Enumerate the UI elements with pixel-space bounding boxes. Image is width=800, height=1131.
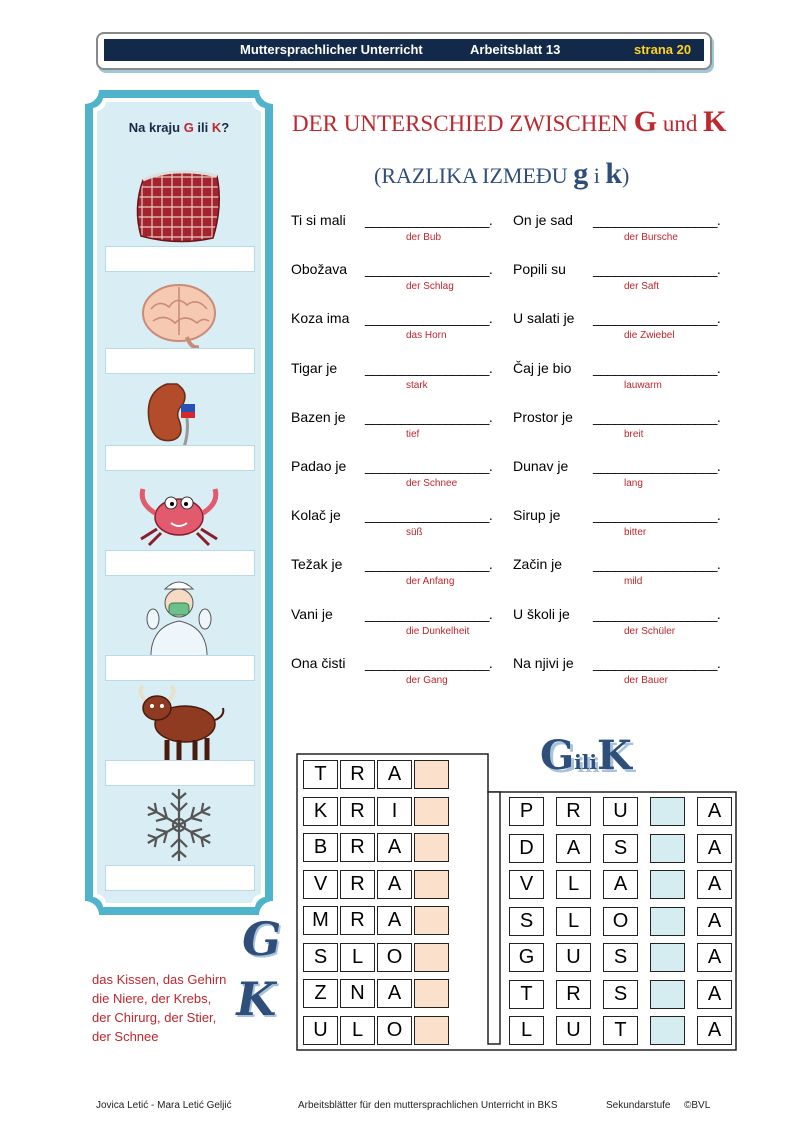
exercise-row — [291, 409, 511, 443]
grid-answer-cell[interactable] — [414, 760, 449, 789]
grid-letter-cell: S — [509, 907, 544, 936]
answer-blank[interactable]: _________________. — [593, 458, 721, 474]
grid-letter-cell: A — [377, 870, 412, 899]
exercise-hint: der Saft — [624, 281, 660, 293]
grid-answer-cell[interactable] — [650, 834, 685, 863]
grid-letter-cell: A — [377, 833, 412, 862]
grid-answer-cell[interactable] — [650, 870, 685, 899]
exercise-hint: der Anfang — [406, 576, 455, 588]
grid-letter-cell: R — [340, 760, 375, 789]
exercise-label: Ti si mali — [291, 212, 346, 228]
header-page-number: strana 20 — [634, 42, 692, 57]
answer-blank[interactable]: _________________. — [593, 654, 721, 671]
exercise-row — [513, 507, 733, 541]
grid-letter-cell: L — [340, 943, 375, 972]
answer-blank[interactable]: _________________. — [593, 310, 721, 327]
grid-letter-cell: R — [340, 870, 375, 899]
answer-box-1[interactable] — [105, 246, 255, 272]
footer-description: Arbeitsblätter für den muttersprachlichen Unterricht in BKS — [298, 1100, 558, 1111]
exercise-hint: stark — [406, 379, 428, 391]
grid-letter-cell: S — [603, 980, 638, 1009]
answer-blank[interactable]: _________________. — [365, 507, 493, 524]
grid-letter-cell: D — [509, 834, 544, 863]
answer-box-5[interactable] — [105, 655, 255, 681]
exercise-row — [513, 310, 733, 344]
exercise-label: Težak je — [291, 556, 343, 573]
grid-letter-cell: L — [556, 907, 591, 936]
exercise-label: Bazen je — [291, 408, 346, 425]
exercise-hint: bitter — [624, 527, 647, 539]
header-sheet: Arbeitsblatt 13 — [470, 42, 561, 57]
grid-letter-cell: A — [697, 870, 732, 899]
grid-letter-cell: S — [603, 834, 638, 863]
exercise-label: Obožava — [291, 261, 348, 278]
word-list-line: der Chirurg, der Stier, — [92, 1010, 217, 1025]
grid-answer-cell[interactable] — [650, 943, 685, 972]
word-list-line: die Niere, der Krebs, — [92, 991, 212, 1006]
exercise-label: On je sad — [513, 212, 573, 228]
crab-icon — [127, 473, 231, 559]
exercise-hint: der Schnee — [406, 478, 458, 489]
grid-letter-cell: A — [377, 760, 412, 789]
grid-answer-cell[interactable] — [414, 906, 449, 935]
exercise-hint: breit — [624, 428, 644, 440]
grid-answer-cell[interactable] — [414, 943, 449, 972]
exercise-hint: lauwarm — [624, 379, 662, 391]
exercise-row — [513, 212, 733, 246]
grid-letter-cell: U — [303, 1016, 338, 1045]
footer-level: Sekundarstufe — [606, 1100, 671, 1111]
grid-answer-cell[interactable] — [414, 833, 449, 862]
exercise-row — [291, 212, 511, 246]
surgeon-icon — [127, 575, 231, 661]
grid-letter-cell: T — [603, 1016, 638, 1045]
grid-letter-cell: R — [340, 797, 375, 826]
grid-letter-cell: R — [340, 833, 375, 862]
grid-answer-cell[interactable] — [414, 979, 449, 1008]
grid-letter-cell: A — [556, 834, 591, 863]
exercise-row — [291, 458, 511, 492]
grid-letter-cell: U — [556, 1016, 591, 1045]
brain-icon — [127, 273, 231, 359]
grid-letter-cell: A — [697, 980, 732, 1009]
exercise-row — [513, 556, 733, 590]
grid-letter-cell: A — [697, 834, 732, 863]
grid-letter-cell: N — [340, 979, 375, 1008]
grid-letter-cell: L — [556, 870, 591, 899]
exercise-label: U salati je — [513, 310, 575, 327]
exercise-hint: der Bursche — [624, 232, 678, 243]
exercise-hint: die Zwiebel — [624, 330, 675, 342]
answer-box-2[interactable] — [105, 348, 255, 374]
exercise-hint: das Horn — [406, 330, 447, 342]
answer-blank[interactable]: _________________. — [365, 654, 493, 671]
exercise-label: Koza ima — [291, 310, 350, 327]
exercise-label: Čaj je bio — [513, 359, 572, 376]
exercise-row — [291, 606, 511, 640]
exercise-row — [291, 261, 511, 295]
decor-g-ili-k: GiliK — [540, 732, 632, 779]
answer-blank[interactable]: _________________. — [593, 605, 721, 622]
grid-letter-cell: O — [377, 1016, 412, 1045]
answer-blank[interactable]: _________________. — [365, 212, 493, 228]
bull-icon — [127, 680, 231, 766]
answer-box-3[interactable] — [105, 445, 255, 471]
exercise-row — [291, 507, 511, 541]
exercise-label: Prostor je — [513, 408, 573, 425]
page-subtitle: (RAZLIKA IZMEĐU g i k) — [374, 157, 630, 190]
grid-letter-cell: L — [340, 1016, 375, 1045]
grid-letter-cell: L — [509, 1016, 544, 1045]
grid-letter-cell: A — [697, 907, 732, 936]
exercise-hint: süß — [406, 527, 423, 539]
answer-blank[interactable]: _________________. — [593, 556, 721, 573]
page-title: DER UNTERSCHIED ZWISCHEN G und K — [292, 105, 727, 138]
grid-answer-cell[interactable] — [414, 1016, 449, 1045]
grid-letter-cell: S — [303, 943, 338, 972]
word-list — [92, 970, 262, 1046]
grid-letter-cell: K — [303, 797, 338, 826]
grid-letter-cell: Z — [303, 979, 338, 1008]
answer-blank[interactable]: _________________. — [593, 261, 721, 278]
grid-letter-cell: V — [303, 870, 338, 899]
exercise-hint: der Gang — [406, 674, 448, 686]
footer-authors: Jovica Letić - Mara Letić Geljić — [96, 1100, 232, 1111]
exercise-row — [291, 655, 511, 689]
grid-letter-cell: V — [509, 870, 544, 899]
exercise-row — [513, 261, 733, 295]
exercise-hint: mild — [624, 576, 643, 588]
exercise-label: Popili su — [513, 261, 566, 278]
word-list-line: das Kissen, das Gehirn — [92, 972, 227, 987]
grid-letter-cell: P — [509, 797, 544, 826]
grid-letter-cell: T — [509, 980, 544, 1009]
exercise-row — [291, 556, 511, 590]
answer-blank[interactable]: _________________. — [593, 507, 721, 524]
exercise-label: Na njivi je — [513, 654, 574, 671]
grid-letter-cell: A — [697, 1016, 732, 1045]
grid-answer-cell[interactable] — [650, 980, 685, 1009]
exercise-row — [513, 655, 733, 689]
exercise-row — [513, 606, 733, 640]
exercise-row — [291, 310, 511, 344]
answer-blank[interactable]: _________________. — [593, 359, 721, 376]
grid-answer-cell[interactable] — [650, 907, 685, 936]
exercise-label: Kolač je — [291, 507, 341, 524]
exercise-hint: der Schlag — [406, 281, 454, 293]
panel-title: Na kraju G ili K? — [128, 120, 230, 135]
grid-letter-cell: I — [377, 797, 412, 826]
header-bar — [104, 39, 704, 61]
letter-grids — [296, 752, 738, 1052]
footer-copyright: ©BVL — [684, 1100, 711, 1111]
grid-letter-cell: A — [603, 870, 638, 899]
answer-blank[interactable]: _________________. — [365, 261, 493, 278]
grid-letter-cell: R — [556, 797, 591, 826]
exercise-hint: der Bub — [406, 232, 442, 243]
word-list-line: der Schnee — [92, 1029, 159, 1044]
exercise-hint: tief — [406, 428, 420, 440]
exercise-label: Začin je — [513, 556, 563, 573]
grid-letter-cell: R — [556, 980, 591, 1009]
decor-letter-g: G — [237, 912, 287, 966]
grid-letter-cell: U — [603, 797, 638, 826]
grid-letter-cell: U — [556, 943, 591, 972]
grid-letter-cell: A — [697, 797, 732, 826]
grid-letter-cell: G — [509, 943, 544, 972]
exercise-label: Tigar je — [291, 359, 338, 376]
grid-letter-cell: A — [377, 979, 412, 1008]
grid-letter-cell: B — [303, 833, 338, 862]
grid-answer-cell[interactable] — [650, 797, 685, 826]
grid-answer-cell[interactable] — [414, 797, 449, 826]
answer-box-7[interactable] — [105, 865, 255, 891]
grid-letter-cell: O — [603, 907, 638, 936]
grid-letter-cell: R — [340, 906, 375, 935]
picture-panel — [85, 90, 273, 915]
exercise-label: Dunav je — [513, 458, 569, 474]
exercise-hint: die Dunkelheit — [406, 625, 470, 637]
answer-blank[interactable]: _________________. — [365, 605, 493, 622]
grid-letter-cell: T — [303, 760, 338, 789]
answer-blank[interactable]: _________________. — [593, 408, 721, 425]
exercise-hint: lang — [624, 478, 643, 489]
header-course: Muttersprachlicher Unterricht — [240, 42, 423, 57]
exercise-row — [513, 409, 733, 443]
grid-answer-cell[interactable] — [414, 870, 449, 899]
answer-blank[interactable]: _________________. — [365, 458, 493, 474]
exercise-label: U školi je — [513, 605, 570, 622]
answer-blank[interactable]: _________________. — [365, 408, 493, 425]
exercise-row — [291, 360, 511, 394]
grid-letter-cell: A — [697, 943, 732, 972]
answer-box-4[interactable] — [105, 550, 255, 576]
decor-letter-k: K — [231, 972, 281, 1026]
exercise-label: Sirup je — [513, 507, 561, 524]
grid-answer-cell[interactable] — [650, 1016, 685, 1045]
exercise-label: Padao je — [291, 458, 347, 474]
snowflake-icon — [127, 782, 231, 868]
pillow-icon — [127, 162, 231, 248]
answer-blank[interactable]: _________________. — [593, 212, 721, 228]
grid-letter-cell: A — [377, 906, 412, 935]
grid-letter-cell: S — [603, 943, 638, 972]
answer-blank[interactable]: _________________. — [365, 556, 493, 573]
exercise-row — [513, 458, 733, 492]
exercise-hint: der Schüler — [624, 625, 676, 637]
exercise-label: Vani je — [291, 605, 333, 622]
grid-letter-cell: M — [303, 906, 338, 935]
answer-blank[interactable]: _________________. — [365, 359, 493, 376]
exercise-hint: der Bauer — [624, 674, 668, 686]
exercise-row — [513, 360, 733, 394]
answer-blank[interactable]: _________________. — [365, 310, 493, 327]
grid-letter-cell: O — [377, 943, 412, 972]
exercise-label: Ona čisti — [291, 654, 346, 671]
